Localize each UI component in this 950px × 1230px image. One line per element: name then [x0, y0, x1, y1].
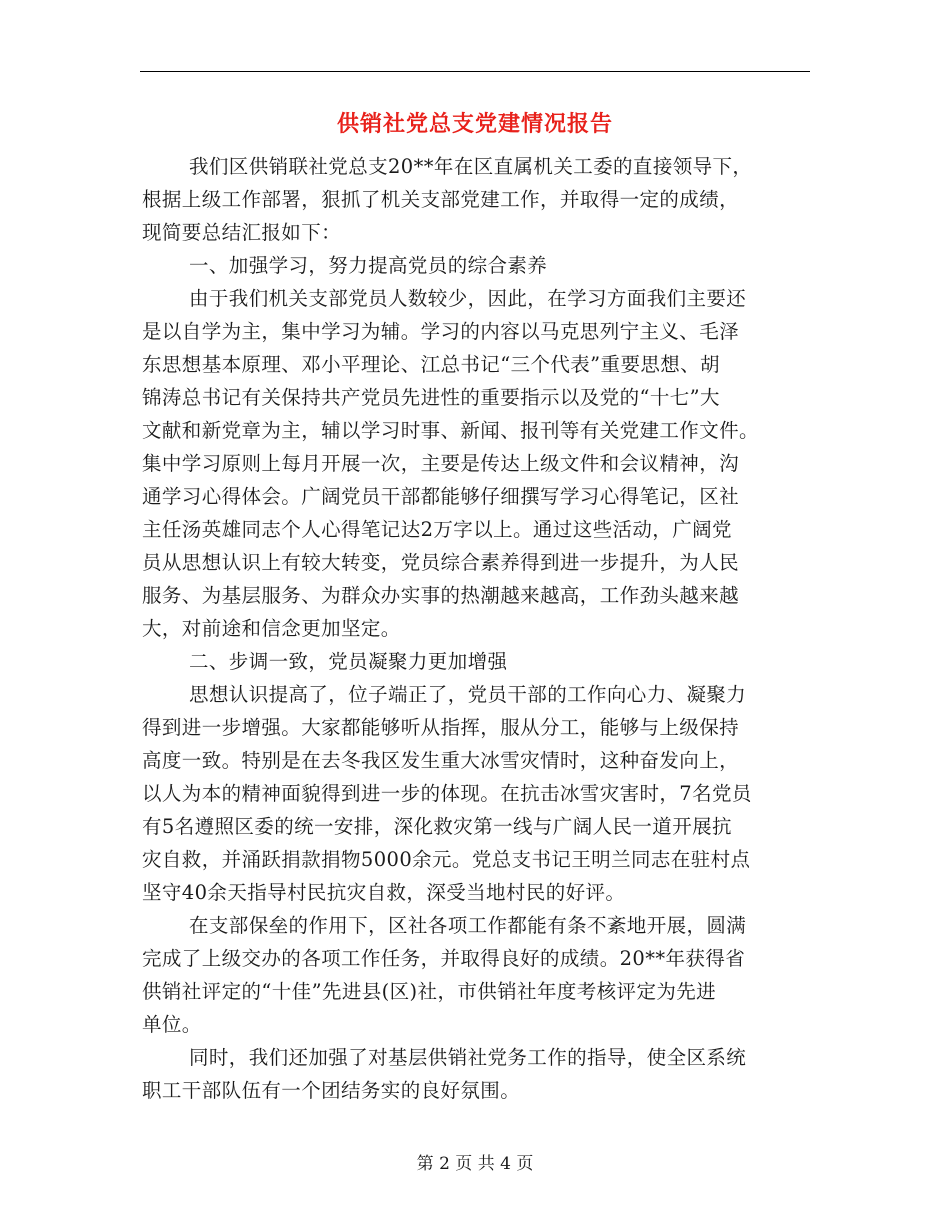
paragraph-intro — [142, 150, 814, 249]
text-line: 我们区供销联社党总支20**年在区直属机关工委的直接领导下， — [189, 155, 753, 178]
section-heading-1 — [142, 249, 814, 282]
text-line: 根据上级工作部署，狠抓了机关支部党建工作，并取得一定的成绩， — [142, 188, 740, 211]
text-line: 服务、为基层服务、为群众办实事的热潮越来越高，工作劲头越来越 — [142, 584, 740, 607]
text-line: 集中学习原则上每月开展一次，主要是传达上级文件和会议精神，沟 — [142, 452, 740, 475]
document-title: 供销社党总支党建情况报告 — [336, 111, 613, 137]
text-line: 单位。 — [142, 1013, 202, 1036]
text-line: 大，对前途和信念更加坚定。 — [142, 617, 401, 640]
text-line: 东思想基本原理、邓小平理论、江总书记“三个代表”重要思想、胡 — [142, 353, 720, 376]
text-line: 供销社评定的“十佳”先进县(区)社，市供销社年度考核评定为先进 — [142, 980, 717, 1003]
text-line: 职工干部队伍有一个团结务实的良好氛围。 — [142, 1079, 521, 1102]
text-line: 在支部保垒的作用下，区社各项工作都能有条不紊地开展，圆满 — [189, 914, 747, 937]
text-line: 以人为本的精神面貌得到进一步的体现。在抗击冰雪灾害时，7名党员 — [142, 782, 752, 805]
text-line: 高度一致。特别是在去冬我区发生重大冰雪灾情时，这种奋发向上， — [142, 749, 740, 772]
text-line: 通学习心得体会。广阔党员干部都能够仔细撰写学习心得笔记，区社 — [142, 485, 740, 508]
text-line: 得到进一步增强。大家都能够听从指挥，服从分工，能够与上级保持 — [142, 716, 740, 739]
header-rule — [140, 71, 810, 72]
text-line: 坚守40余天指导村民抗灾自救，深受当地村民的好评。 — [142, 881, 626, 904]
text-line: 员从思想认识上有较大转变，党员综合素养得到进一步提升，为人民 — [142, 551, 740, 574]
text-line: 思想认识提高了，位子端正了，党员干部的工作向心力、凝聚力 — [189, 683, 747, 706]
section-heading-2 — [142, 645, 814, 678]
text-line: 由于我们机关支部党员人数较少，因此，在学习方面我们主要还 — [189, 287, 747, 310]
text-line: 灾自救，并涌跃捐款捐物5000余元。党总支书记王明兰同志在驻村点 — [142, 848, 751, 871]
text-line: 文献和新党章为主，辅以学习时事、新闻、报刊等有关党建工作文件。 — [142, 419, 759, 442]
paragraph-guidance — [142, 1041, 814, 1107]
text-line: 一、加强学习，努力提高党员的综合素养 — [189, 254, 548, 277]
text-line: 锦涛总书记有关保持共产党员先进性的重要指示以及党的“十七”大 — [142, 386, 720, 409]
paragraph-results — [142, 909, 814, 1041]
text-line: 同时，我们还加强了对基层供销社党务工作的指导，使全区系统 — [189, 1046, 747, 1069]
paragraph-cohesion — [142, 678, 814, 909]
text-line: 完成了上级交办的各项工作任务，并取得良好的成绩。20**年获得省 — [142, 947, 746, 970]
document-body — [142, 150, 814, 1107]
text-line: 现简要总结汇报如下： — [142, 221, 342, 244]
text-line: 二、步调一致，党员凝聚力更加增强 — [189, 650, 508, 673]
text-line: 有5名遵照区委的统一安排，深化救灾第一线与广阔人民一道开展抗 — [142, 815, 732, 838]
page-number-footer: 第 2 页 共 4 页 — [416, 1154, 534, 1174]
text-line: 是以自学为主，集中学习为辅。学习的内容以马克思列宁主义、毛泽 — [142, 320, 740, 343]
text-line: 主任汤英雄同志个人心得笔记达2万字以上。通过这些活动，广阔党 — [142, 518, 732, 541]
paragraph-study — [142, 282, 814, 645]
